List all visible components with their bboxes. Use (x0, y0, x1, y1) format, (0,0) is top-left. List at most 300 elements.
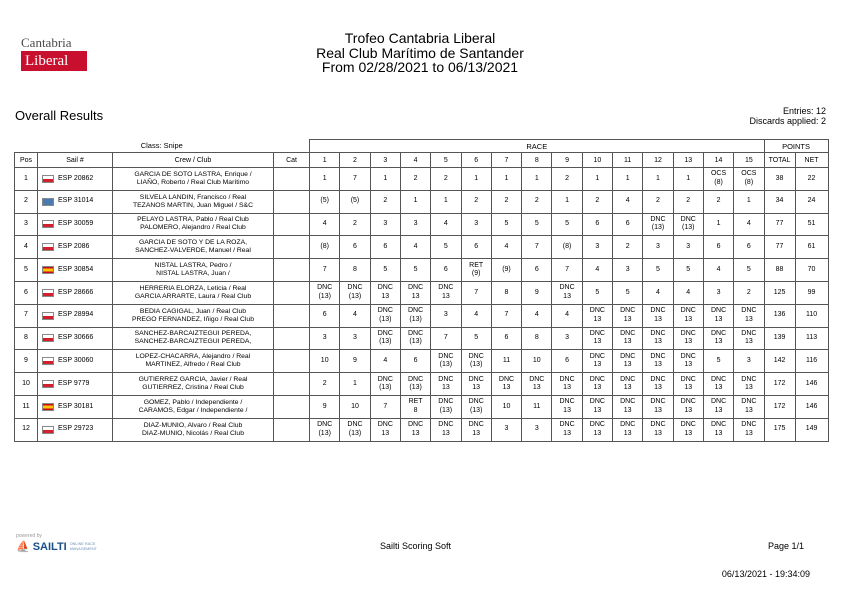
race-score-cell (400, 213, 430, 236)
score-value: 13 (654, 429, 662, 437)
race-score-cell (703, 236, 733, 259)
score-value: 6 (322, 311, 327, 319)
score-value: 2 (625, 243, 630, 251)
score-value: 1 (353, 379, 357, 387)
race-score-cell (552, 350, 582, 373)
race-score-cell (552, 281, 582, 304)
crew-line: LOPEZ-CHACARRA, Alejandro / Real (135, 353, 251, 361)
race-score-cell (400, 259, 430, 282)
crew-line: DIAZ-MUNIO, Nicolás / Real Club (142, 429, 244, 437)
race-score-cell (340, 213, 370, 236)
race-score-cell (400, 281, 430, 304)
race-score-cell (340, 168, 370, 191)
race-score-cell (734, 236, 764, 259)
race-score-cell (552, 168, 582, 191)
race-score-cell (522, 327, 552, 350)
score-value: 5 (656, 265, 660, 273)
score-value: (13) (318, 292, 331, 300)
score-value: 7 (474, 288, 479, 296)
table-row (15, 281, 829, 304)
sail-number: ESP 9779 (58, 379, 90, 387)
score-value: 4 (474, 311, 479, 319)
race-score-cell (582, 418, 612, 441)
score-value: 13 (563, 406, 571, 414)
crew-club-cell (113, 236, 274, 259)
race-score-cell (431, 213, 461, 236)
race-score-cell (461, 395, 491, 418)
crew-line: LIAÑO, Roberto / Real Club Marítimo (136, 178, 250, 186)
spain-flag-icon (42, 403, 54, 411)
race-score-cell (431, 327, 461, 350)
score-code: DNC (377, 421, 393, 429)
race-score-cell (673, 259, 703, 282)
score-value: 13 (623, 429, 632, 437)
score-value: 5 (746, 265, 751, 273)
race-score-cell (734, 350, 764, 373)
race-score-cell (370, 281, 400, 304)
race-score-cell (582, 168, 612, 191)
score-value: 2 (413, 174, 418, 182)
score-value: 4 (383, 357, 388, 365)
race-score-cell (613, 304, 643, 327)
score-value: 2 (534, 197, 539, 205)
race-score-cell (431, 259, 461, 282)
position-cell: 5 (15, 259, 38, 282)
column-header: 4 (400, 153, 430, 168)
score-value: 13 (744, 406, 753, 414)
total-points-cell: 136 (764, 304, 795, 327)
score-code: DNC (650, 215, 666, 223)
race-score-cell (340, 373, 370, 396)
total-points-cell: 142 (764, 350, 795, 373)
score-code: DNC (559, 375, 575, 383)
score-value: 1 (383, 174, 388, 182)
score-value: (9) (502, 265, 511, 273)
powered-by: powered by (16, 533, 42, 539)
crew-line: PREGO FERNANDEZ, Iñigo / Real Club (131, 315, 254, 323)
score-value: 1 (443, 197, 448, 205)
score-value: 3 (625, 265, 630, 273)
score-value: 2 (686, 197, 691, 205)
race-score-cell (673, 373, 703, 396)
race-score-cell (400, 168, 430, 191)
score-value: 4 (565, 311, 570, 319)
score-value: 13 (714, 406, 723, 414)
score-value: 13 (623, 338, 632, 346)
cantabria-flag-icon (42, 312, 54, 320)
table-group-header (15, 140, 829, 153)
score-code: DNC (620, 352, 636, 360)
score-code: DNC (438, 284, 454, 292)
score-code: DNC (680, 421, 696, 429)
race-score-cell (673, 236, 703, 259)
score-value: (13) (439, 361, 453, 369)
crew-line: GARCIA ARRARTE, Laura / Real Club (134, 292, 252, 300)
race-score-cell (734, 327, 764, 350)
score-value: 13 (411, 429, 420, 437)
score-value: 13 (744, 384, 753, 392)
sail-cell (38, 350, 113, 373)
score-code: DNC (408, 307, 424, 315)
score-value: 4 (746, 220, 751, 228)
race-score-cell (431, 281, 461, 304)
score-code: RET (469, 261, 484, 269)
race-score-cell (643, 304, 673, 327)
entries-summary (749, 106, 826, 126)
race-score-cell (552, 213, 582, 236)
race-score-cell (522, 236, 552, 259)
race-score-cell (400, 395, 430, 418)
score-value: 5 (625, 288, 630, 296)
race-score-cell (582, 395, 612, 418)
results-table (14, 139, 829, 442)
race-score-cell (734, 213, 764, 236)
race-score-cell (582, 373, 612, 396)
column-header: Crew / Club (113, 153, 274, 168)
discards-applied: Discards applied: 2 (749, 116, 826, 126)
sail-cell (38, 373, 113, 396)
race-score-cell (310, 236, 340, 259)
position-cell: 11 (15, 395, 38, 418)
race-score-cell (461, 373, 491, 396)
score-value: (8) (562, 243, 572, 251)
race-score-cell (643, 418, 673, 441)
category-cell (274, 373, 310, 396)
race-score-cell (400, 190, 430, 213)
crew-club-cell (113, 327, 274, 350)
sail-cell (38, 236, 113, 259)
score-code: DNC (559, 284, 575, 292)
category-cell (274, 213, 310, 236)
total-points-cell: 175 (764, 418, 795, 441)
score-value: 13 (744, 315, 753, 323)
score-value: 8 (353, 265, 357, 273)
score-value: (13) (348, 292, 362, 300)
sail-cell (38, 304, 113, 327)
race-score-cell (552, 304, 582, 327)
score-code: DNC (317, 284, 333, 292)
sailti-logo (16, 533, 102, 553)
race-score-cell (522, 259, 552, 282)
score-value: 3 (322, 334, 327, 342)
score-value: 5 (595, 288, 600, 296)
race-score-cell (734, 395, 764, 418)
table-row (15, 373, 829, 396)
score-value: 1 (625, 174, 630, 182)
net-points-cell: 51 (795, 213, 828, 236)
category-cell (274, 168, 310, 191)
score-code: DNC (438, 352, 454, 360)
score-value: 1 (322, 174, 327, 182)
score-value: (13) (379, 384, 392, 392)
race-score-cell (491, 236, 521, 259)
score-value: (13) (409, 338, 422, 346)
score-value: 3 (746, 357, 751, 365)
score-value: 5 (716, 357, 721, 365)
score-value: 2 (656, 197, 660, 205)
race-score-cell (431, 168, 461, 191)
race-score-cell (643, 259, 673, 282)
score-value: 11 (502, 357, 511, 365)
score-value: 2 (353, 220, 357, 228)
score-code: DNC (680, 215, 696, 223)
score-code: DNC (468, 398, 484, 406)
score-value: 13 (381, 292, 390, 300)
race-score-cell (703, 327, 733, 350)
race-score-cell (400, 418, 430, 441)
score-code: DNC (650, 329, 666, 337)
score-code: DNC (589, 329, 605, 337)
sail-number: ESP 30666 (58, 334, 94, 342)
score-value: 13 (381, 429, 390, 437)
race-score-cell (340, 190, 370, 213)
crew-line: GOMEZ, Pablo / Independiente / (143, 398, 243, 406)
total-points-cell: 172 (764, 373, 795, 396)
score-value: (13) (318, 429, 331, 437)
race-score-cell (703, 168, 733, 191)
score-value: 4 (353, 311, 357, 319)
race-score-cell (613, 395, 643, 418)
score-code: DNC (438, 421, 454, 429)
race-score-cell (643, 350, 673, 373)
crew-club-cell (113, 190, 274, 213)
crew-line: GUTIERREZ GARCIA, Javier / Real (138, 376, 248, 384)
score-value: 1 (413, 197, 418, 205)
position-cell: 6 (15, 281, 38, 304)
score-value: 13 (623, 315, 632, 323)
total-points-cell: 77 (764, 236, 795, 259)
race-score-cell (461, 190, 491, 213)
score-code: DNC (559, 398, 575, 406)
total-points-cell: 38 (764, 168, 795, 191)
race-score-cell (461, 304, 491, 327)
score-value: 13 (714, 384, 723, 392)
race-score-cell (340, 327, 370, 350)
race-score-cell (310, 395, 340, 418)
sail-number: ESP 31014 (58, 197, 94, 205)
net-points-cell: 116 (795, 350, 828, 373)
sail-cell (38, 327, 113, 350)
score-value: 3 (595, 243, 600, 251)
table-row (15, 168, 829, 191)
score-value: 13 (563, 292, 571, 300)
score-value: (13) (379, 338, 392, 346)
crew-line: HERRERIA ELORZA, Leticia / Real (139, 284, 247, 292)
score-value: 3 (474, 220, 479, 228)
race-score-cell (734, 168, 764, 191)
total-points-cell: 88 (764, 259, 795, 282)
net-points-cell: 146 (795, 373, 828, 396)
position-cell: 1 (15, 168, 38, 191)
score-value: (8) (714, 178, 723, 186)
page-number: Page 1/1 (767, 541, 804, 551)
race-score-cell (400, 350, 430, 373)
net-points-cell: 22 (795, 168, 828, 191)
score-value: 13 (714, 338, 723, 346)
race-score-cell (340, 236, 370, 259)
sail-cell (38, 259, 113, 282)
score-code: DNC (620, 398, 636, 406)
net-points-cell: 70 (795, 259, 828, 282)
race-score-cell (340, 281, 370, 304)
race-score-cell (491, 395, 521, 418)
score-value: 3 (716, 288, 721, 296)
score-value: 3 (413, 220, 418, 228)
sailti-brand: SAILTI (32, 540, 67, 553)
cantabria-flag-icon (42, 380, 54, 388)
race-score-cell (613, 259, 643, 282)
race-score-cell (310, 304, 340, 327)
race-score-cell (673, 350, 703, 373)
race-score-cell (491, 373, 521, 396)
race-score-cell (582, 281, 612, 304)
score-value: 2 (565, 174, 570, 182)
crew-line: PELAYO LASTRA, Pablo / Real Club (137, 216, 249, 224)
score-value: 4 (443, 220, 448, 228)
score-value: 13 (623, 406, 632, 414)
race-score-cell (613, 350, 643, 373)
crew-line: DIAZ-MUNIO, Alvaro / Real Club (143, 421, 243, 429)
crew-line: PALOMERO, Alejandro / Real Club (140, 224, 246, 232)
sail-number: ESP 29723 (58, 425, 94, 433)
table-row (15, 213, 829, 236)
race-score-cell (340, 350, 370, 373)
net-points-cell: 99 (795, 281, 828, 304)
score-value: (13) (469, 406, 483, 414)
race-score-cell (734, 418, 764, 441)
score-value: 8 (534, 334, 539, 342)
race-score-cell (310, 350, 340, 373)
score-value: 2 (383, 197, 388, 205)
race-score-cell (491, 350, 521, 373)
score-value: 9 (534, 288, 539, 296)
position-cell: 3 (15, 213, 38, 236)
category-cell (274, 304, 310, 327)
category-cell (274, 281, 310, 304)
score-value: 6 (383, 243, 388, 251)
score-value: 4 (625, 197, 630, 205)
score-value: 13 (593, 429, 602, 437)
crew-club-cell (113, 304, 274, 327)
score-value: (13) (409, 384, 422, 392)
position-cell: 10 (15, 373, 38, 396)
score-value: (5) (350, 197, 360, 205)
total-points-cell: 34 (764, 190, 795, 213)
score-value: 13 (563, 429, 571, 437)
score-code: DNC (680, 307, 696, 315)
race-score-cell (522, 304, 552, 327)
sailti-tagline: ONLINE RACE MANAGEMENT (69, 542, 97, 551)
race-score-cell (370, 395, 400, 418)
score-value: 13 (532, 384, 541, 392)
table-row (15, 418, 829, 441)
score-code: DNC (741, 329, 757, 337)
race-score-cell (613, 168, 643, 191)
score-value: 13 (593, 384, 602, 392)
race-score-cell (703, 281, 733, 304)
score-value: 3 (534, 425, 539, 433)
score-value: 7 (383, 402, 388, 410)
table-row (15, 304, 829, 327)
net-points-cell: 146 (795, 395, 828, 418)
race-score-cell (400, 236, 430, 259)
score-value: (13) (469, 361, 483, 369)
race-score-cell (310, 327, 340, 350)
crew-line: BEDIA CAGIGAL, Juan / Real Club (139, 307, 247, 315)
category-cell (274, 259, 310, 282)
score-value: (13) (409, 315, 422, 323)
score-value: 6 (474, 243, 479, 251)
sail-number: ESP 28666 (58, 288, 94, 296)
race-score-cell (431, 304, 461, 327)
crew-club-cell (113, 395, 274, 418)
score-code: DNC (710, 421, 727, 429)
score-value: 2 (474, 197, 479, 205)
column-header: 1 (310, 153, 340, 168)
race-score-cell (340, 304, 370, 327)
crew-line: SANCHEZ-BARCAIZTEGUI PEREDA, (134, 330, 252, 338)
score-code: DNC (741, 398, 757, 406)
score-code: DNC (377, 375, 393, 383)
sail-cell (38, 213, 113, 236)
score-value: 10 (502, 402, 511, 410)
score-value: 3 (353, 334, 357, 342)
score-value: (13) (348, 429, 362, 437)
column-header: NET (795, 153, 828, 168)
net-points-cell: 61 (795, 236, 828, 259)
race-score-cell (461, 418, 491, 441)
race-score-cell (552, 236, 582, 259)
score-value: 6 (625, 220, 630, 228)
race-score-cell (613, 236, 643, 259)
race-score-cell (643, 236, 673, 259)
score-value: 5 (504, 220, 509, 228)
score-code: DNC (710, 329, 727, 337)
race-score-cell (370, 304, 400, 327)
sail-number: ESP 30059 (58, 220, 94, 228)
race-score-cell (703, 304, 733, 327)
column-header: 13 (673, 153, 703, 168)
race-score-cell (461, 327, 491, 350)
race-score-cell (491, 190, 521, 213)
score-code: DNC (589, 421, 605, 429)
race-score-cell (643, 168, 673, 191)
score-code: DNC (347, 284, 363, 292)
score-value: 2 (504, 197, 509, 205)
race-score-cell (310, 418, 340, 441)
score-value: 7 (443, 334, 448, 342)
column-header: 14 (703, 153, 733, 168)
race-score-cell (431, 190, 461, 213)
race-score-cell (613, 190, 643, 213)
crew-club-cell (113, 281, 274, 304)
race-score-cell (431, 418, 461, 441)
logo-line1: Cantabria (21, 35, 72, 50)
blue-flag-icon (42, 198, 54, 206)
score-value: 13 (744, 429, 753, 437)
score-code: DNC (438, 398, 454, 406)
race-score-cell (643, 281, 673, 304)
score-value: 13 (684, 429, 693, 437)
column-header: 11 (613, 153, 643, 168)
score-value: 13 (472, 384, 481, 392)
race-score-cell (582, 304, 612, 327)
race-score-cell (491, 304, 521, 327)
race-score-cell (734, 281, 764, 304)
race-score-cell (582, 213, 612, 236)
score-value: (8) (744, 178, 754, 186)
score-value: 6 (716, 243, 721, 251)
